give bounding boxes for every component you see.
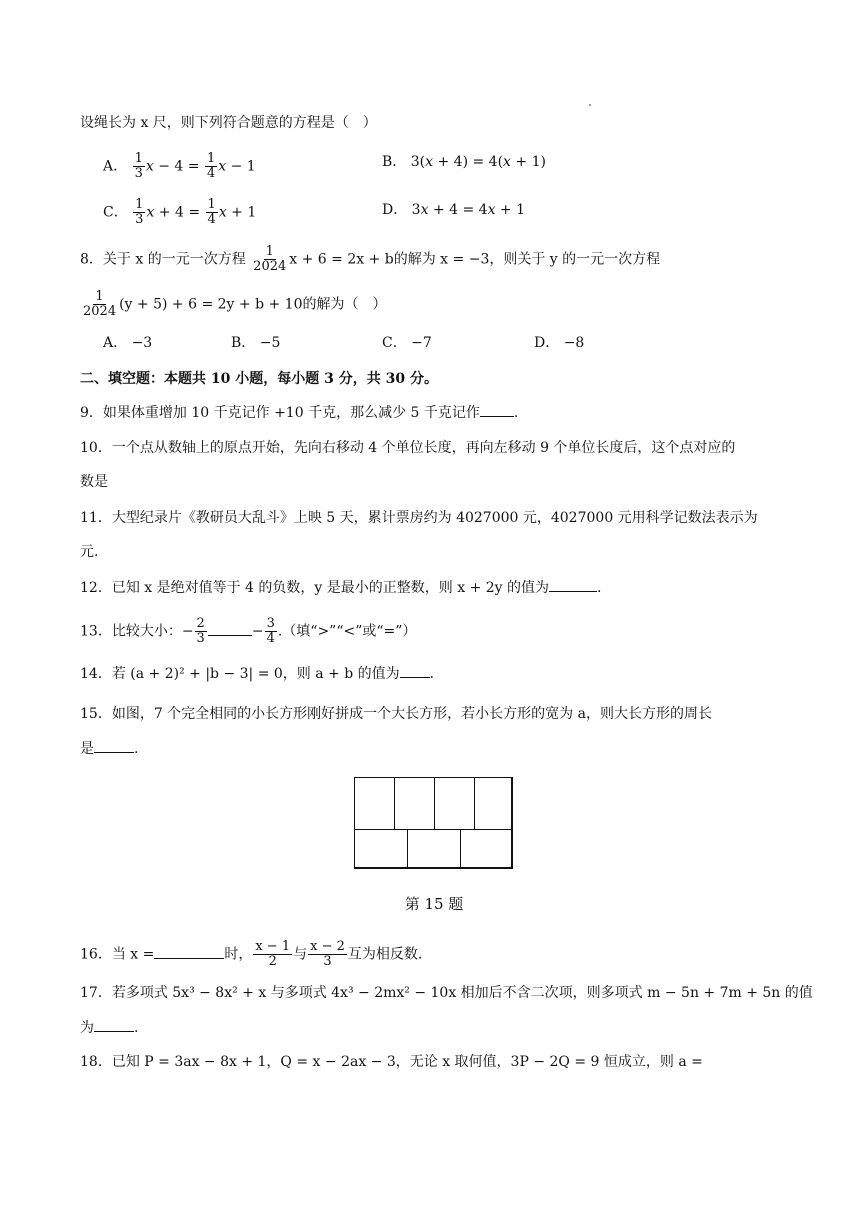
small-rectangle	[354, 829, 408, 869]
small-rectangle	[394, 777, 435, 830]
q15-line2: 是 .	[80, 738, 138, 759]
q8-option-a: A． −3	[103, 335, 153, 351]
q16: 16．当 x = 时， $\frac{x - 1}{2}$ 与 $\frac{x - 2}{3}$ 互为相反数.	[80, 939, 423, 969]
q8-line1	[80, 245, 660, 274]
option-label: D．	[382, 202, 408, 218]
q7-option-b: B． 3(x + 4) = 4(x + 1)	[382, 154, 546, 170]
small-rectangle	[354, 777, 395, 830]
answer-blank	[400, 663, 430, 678]
q10-line2: 数是	[80, 474, 108, 490]
equation: (y + 5) + 6 = 2y + b + 10	[119, 296, 303, 313]
figure-caption: 第 15 题	[404, 895, 464, 913]
answer-blank	[94, 738, 134, 753]
fraction: $\frac{1}{4}$	[206, 151, 216, 181]
q17-line2: 为 .	[80, 1017, 138, 1038]
q12: 12．已知 x 是绝对值等于 4 的负数，y 是最小的正整数，则 x + 2y 的值为 .	[80, 577, 601, 598]
answer-blank	[208, 621, 252, 636]
answer-blank	[549, 577, 597, 592]
answer-blank	[94, 1017, 134, 1032]
q8-option-c: C． −7	[382, 335, 432, 351]
small-rectangle	[460, 829, 513, 869]
q11-line2: 元.	[80, 544, 99, 560]
rectangle-figure	[354, 777, 512, 868]
equation: x + 6 = 2x + b	[289, 251, 394, 268]
q9: 9．如果体重增加 10 千克记作 +10 千克，那么减少 5 千克记作 .	[80, 402, 518, 423]
small-rectangle	[474, 777, 513, 830]
q7-stem: 设绳长为 x 尺，则下列符合题意的方程是（ ）	[80, 115, 377, 131]
answer-blank	[154, 944, 224, 959]
option-label: B．	[382, 154, 407, 170]
q8-option-d: D． −8	[534, 335, 585, 351]
scan-dot	[589, 104, 591, 106]
q15-line1: 15．如图，7 个完全相同的小长方形刚好拼成一个大长方形，若小长方形的宽为 a，则大长方形的周长	[80, 706, 712, 722]
q7-option-a: A． $\frac{1}{3}$ x − 4 = $\frac{1}{4}$ x − 1	[103, 151, 256, 181]
fraction: $\frac{1}{4}$	[207, 197, 216, 227]
answer-blank	[480, 402, 514, 417]
fraction: $\frac{3}{4}$	[266, 616, 275, 646]
question-number: 8．	[80, 251, 103, 268]
small-rectangle	[434, 777, 475, 830]
q7-option-d: D． 3x + 4 = 4x + 1	[382, 202, 526, 218]
fraction: $\frac{x - 1}{2}$	[255, 939, 291, 969]
q8-text: 的解为（ ）	[302, 296, 387, 313]
option-label: C．	[103, 204, 128, 221]
fraction: $\frac{1}{2024}$	[83, 289, 117, 319]
q8-option-b: B． −5	[231, 335, 281, 351]
q18: 18．已知 P = 3ax − 8x + 1，Q = x − 2ax − 3，无论 x 取何值，3P − 2Q = 9 恒成立，则 a =	[80, 1054, 703, 1070]
fraction: $\frac{2}{3}$	[196, 616, 205, 646]
section-title: 二、填空题：本题共 10 小题，每小题 3 分，共 30 分。	[80, 371, 438, 387]
q8-text: 关于 x 的一元一次方程	[102, 251, 246, 268]
fraction: $\frac{x - 2}{3}$	[310, 939, 345, 969]
fraction: $\frac{1}{3}$	[135, 197, 144, 227]
q17-line1: 17．若多项式 5x³ − 8x² + x 与多项式 4x³ − 2mx² − 10x 相加后不含二次项，则多项式 m − 5n + 7m + 5n 的值	[80, 985, 813, 1001]
q10-line1: 10．一个点从数轴上的原点开始，先向右移动 4 个单位长度，再向左移动 9 个单位长度后，这个点对应的	[80, 440, 736, 456]
fraction: $\frac{1}{3}$	[134, 151, 143, 181]
q14: 14．若 (a + 2)² + |b − 3| = 0，则 a + b 的值为 .	[80, 663, 434, 684]
fraction: $\frac{1}{2024}$	[253, 244, 287, 274]
q8-text: 的解为 x = −3，则关于 y 的一元一次方程	[393, 251, 661, 268]
q7-option-c: C． $\frac{1}{3}$ x + 4 = $\frac{1}{4}$ x + 1	[103, 197, 257, 227]
q8-line2	[80, 290, 387, 319]
small-rectangle	[407, 829, 461, 869]
q11-line1: 11．大型纪录片《教研员大乱斗》上映 5 天，累计票房约为 4027000 元，4027000 元用科学记数法表示为	[80, 510, 758, 526]
option-label: A．	[103, 158, 128, 175]
q13: 13．比较大小：− $\frac{2}{3}$ − $\frac{3}{4}$ .（填“>”“<”或“=”）	[80, 616, 417, 646]
